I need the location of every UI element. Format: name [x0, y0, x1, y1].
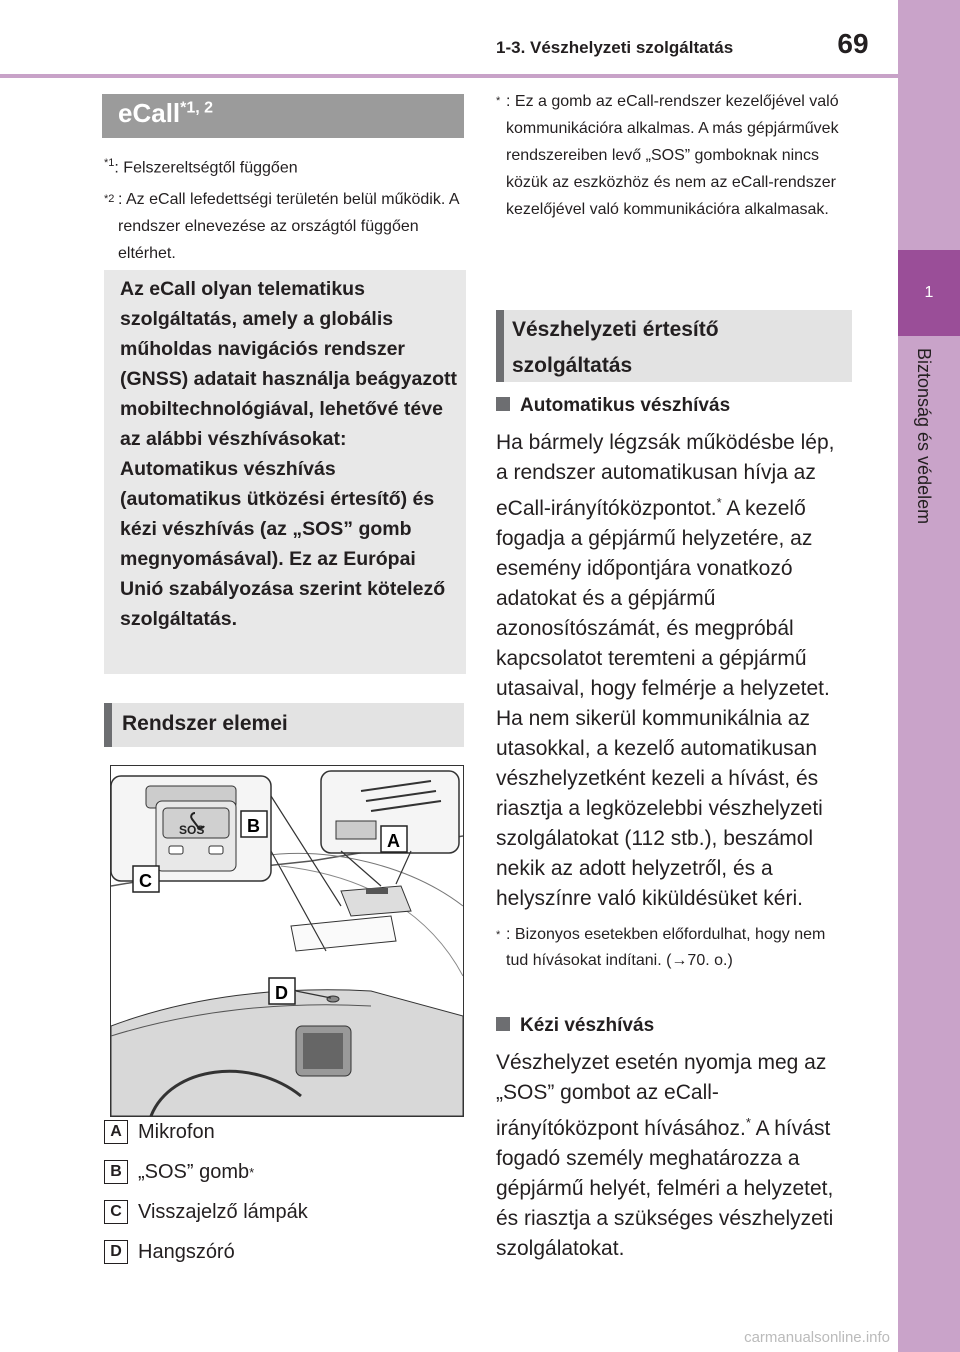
sos-label: SOS: [179, 823, 205, 837]
legend-item: C Visszajelző lámpák: [104, 1198, 308, 1226]
callout-b: B: [247, 816, 260, 836]
legend-item: D Hangszóró: [104, 1238, 308, 1266]
auto-call-heading: Automatikus vészhívás: [496, 395, 730, 417]
bullet-square-icon: [496, 397, 510, 411]
chapter-number-tab: 1: [898, 250, 960, 336]
manual-call-text: Vészhelyzet esetén nyomja meg az „SOS” gombot az eCall-irányítóközpont hívásához.* A hívást fogadó személy meghatározza a gépjármű helyét, felméri a helyzetet, és riasztja a szükséges vészhelyzeti szolgálatokat.: [496, 1051, 834, 1260]
auto-call-footnote: * : Bizonyos esetekben előfordulhat, hogy nem tud hívásokat indítani. (→70. o.): [496, 926, 826, 969]
legend-item: B „SOS” gomb *: [104, 1158, 308, 1186]
footnote-1: $^{*1}$: Felszereltségtől függően: [104, 157, 298, 177]
auto-call-text: Ha bármely légzsák működésbe lép, a rendszer automatikusan hívja az eCall-irányítóközpontot.* A kezelő fogadja a gépjármű helyzetére, az esemény időpontjára vonatkozó adatokat és a gépjármű azonosítószámát, és megpróbál kapcsolatot teremteni a gépjármű utasaival, hogy felmérje a helyzetet. Ha nem sikerül kommunikálnia az utasokkal, a kezelő automatikusan vészhelyzetként kezeli a hívást, és riasztja a legközelebbi vészhelyzeti szolgálatokat (112 stb.), beszámol nekik az adott helyzetről, és a helyszínre való kiküldésüket kéri.: [496, 431, 835, 910]
legend-item: A Mikrofon: [104, 1118, 308, 1146]
callout-c: C: [139, 871, 152, 891]
components-heading: Rendszer elemei: [122, 712, 288, 735]
legend-list: [104, 1118, 308, 1266]
summary-text: Az eCall olyan telematikus szolgáltatás, amely a globális műholdas navigációs rendszer (GNSS) adatait használja beágyazott mobiltechnológiával, lehetővé téve az alábbi vészhívásokat: Automatikus vészhívás (automatikus ütközési értesítő) és kézi vészhívás (az „SOS” gomb megnyomásával). Ez az Európai Unió szabályozása szerint kötelező szolgáltatás.: [120, 278, 457, 630]
header-rule: [0, 74, 898, 78]
bullet-square-icon: [496, 1017, 510, 1031]
side-tab-strip: [898, 0, 960, 1352]
car-interior-illustration: [111, 766, 463, 1116]
callout-a: A: [387, 831, 400, 851]
watermark: carmanualsonline.info: [744, 1329, 890, 1346]
ecall-heading: eCall$^{*1, 2}$: [118, 98, 214, 128]
system-components-figure: [110, 765, 464, 1117]
running-header: 1-3. Vészhelyzeti szolgáltatás: [496, 38, 734, 57]
notification-heading: Vészhelyzeti értesítő szolgáltatás: [512, 318, 719, 377]
callout-d: D: [275, 983, 288, 1003]
chapter-title-vertical: Biztonság és védelem: [914, 348, 934, 525]
page-number: 69: [837, 28, 869, 59]
footnote-2: *2 : Az eCall lefedettségi területén belül működik. A rendszer elnevezése az országtól függően eltérhet.: [104, 191, 459, 262]
sos-footnote: * : Ez a gomb az eCall-rendszer kezelőjével való kommunikációra alkalmas. A más gépjárművek rendszereiben levő „SOS” gomboknak nincs közük az eszközhöz és nem az eCall-rendszer kezelőjével való kommunikációra alkalmasak.: [496, 93, 839, 218]
manual-call-heading: Kézi vészhívás: [496, 1015, 654, 1037]
